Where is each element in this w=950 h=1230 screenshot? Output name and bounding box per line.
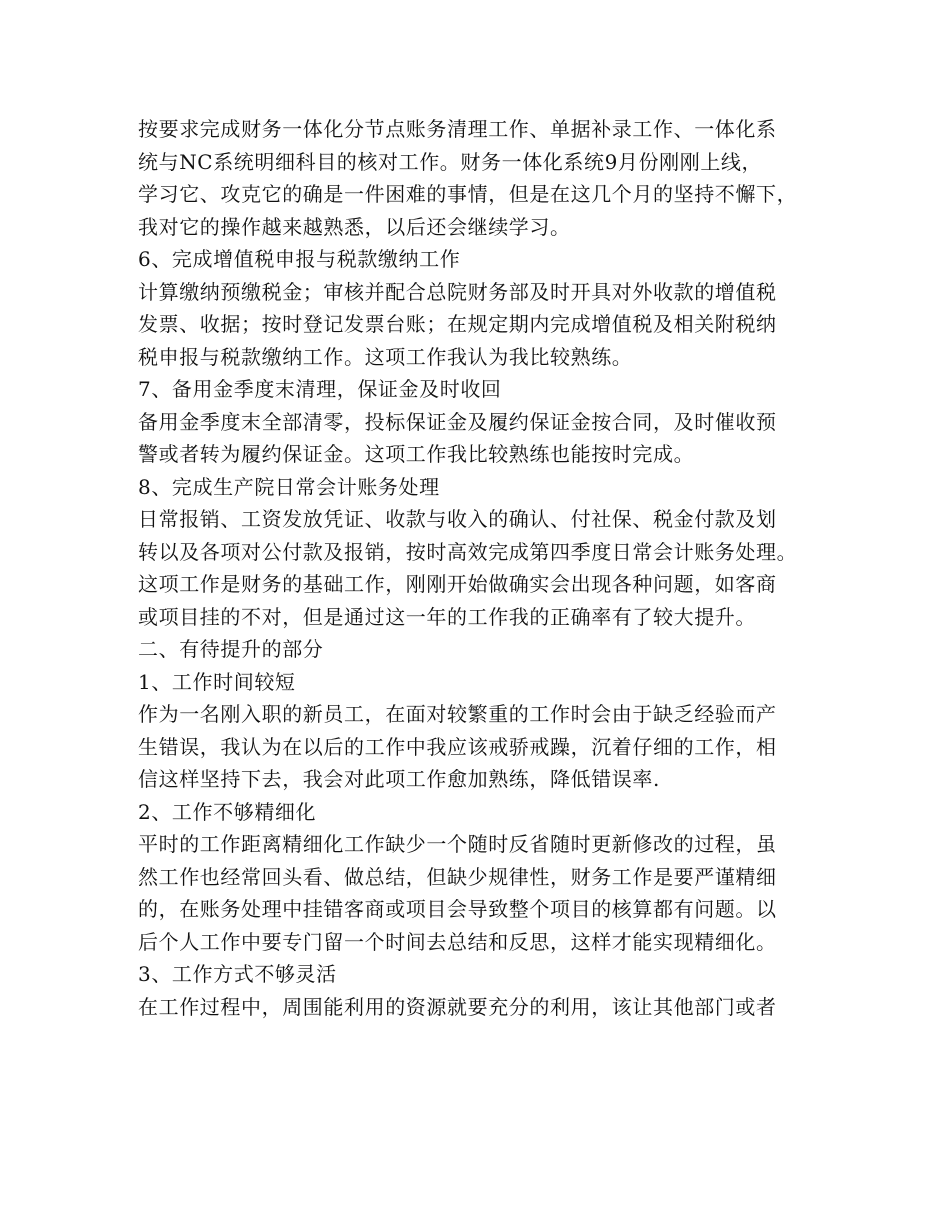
paragraph-line: 计算缴纳预缴税金；审核并配合总院财务部及时开具对外收款的增值税 <box>138 279 777 304</box>
paragraph-line: 我对它的操作越来越熟悉，以后还会继续学习。 <box>138 214 571 239</box>
paragraph-line: 转以及各项对公付款及报销，按时高效完成第四季度日常会计账务处理。 <box>138 539 798 564</box>
paragraph-line: 信这样坚持下去，我会对此项工作愈加熟练，降低错误率. <box>138 767 660 791</box>
paragraph-line: 统与NC系统明细科目的核对工作。财务一体化系统9月份刚刚上线， <box>138 149 763 174</box>
section-heading: 8、完成生产院日常会计账务处理 <box>138 474 440 499</box>
paragraph-line: 备用金季度末全部清零，投标保证金及履约保证金按合同，及时催收预 <box>138 409 777 434</box>
paragraph-line: 然工作也经常回头看、做总结，但缺少规律性，财务工作是要严谨精细 <box>138 864 777 889</box>
paragraph-line: 或项目挂的不对，但是通过这一年的工作我的正确率有了较大提升。 <box>138 604 756 629</box>
paragraph-line: 按要求完成财务一体化分节点账务清理工作、单据补录工作、一体化系 <box>138 117 777 141</box>
paragraph-line: 平时的工作距离精细化工作缺少一个随时反省随时更新修改的过程，虽 <box>138 832 777 856</box>
section-heading: 6、完成增值税申报与税款缴纳工作 <box>138 247 461 271</box>
paragraph-line: 这项工作是财务的基础工作，刚刚开始做确实会出现各种问题，如客商 <box>138 572 777 596</box>
paragraph-line: 日常报销、工资发放凭证、收款与收入的确认、付社保、税金付款及划 <box>138 507 777 531</box>
paragraph-line: 作为一名刚入职的新员工，在面对较繁重的工作时会由于缺乏经验而产 <box>138 702 777 726</box>
section-heading: 1、工作时间较短 <box>138 669 296 694</box>
document-body <box>138 113 828 1023</box>
paragraph-line: 警或者转为履约保证金。这项工作我比较熟练也能按时完成。 <box>138 442 695 466</box>
paragraph-line: 后个人工作中要专门留一个时间去总结和反思，这样才能实现精细化。 <box>138 929 777 954</box>
section-heading: 3、工作方式不够灵活 <box>138 962 337 986</box>
paragraph-line: 生错误，我认为在以后的工作中我应该戒骄戒躁，沉着仔细的工作，相 <box>138 734 777 759</box>
paragraph-line: 在工作过程中，周围能利用的资源就要充分的利用，该让其他部门或者 <box>138 994 777 1019</box>
paragraph-line: 学习它、攻克它的确是一件困难的事情，但是在这几个月的坚持不懈下， <box>138 182 798 206</box>
paragraph-line: 的，在账务处理中挂错客商或项目会导致整个项目的核算都有问题。以 <box>138 897 777 921</box>
section-heading: 二、有待提升的部分 <box>138 637 324 661</box>
paragraph-line: 税申报与税款缴纳工作。这项工作我认为我比较熟练。 <box>138 344 633 369</box>
section-heading: 2、工作不够精细化 <box>138 799 317 824</box>
section-heading: 7、备用金季度末清理，保证金及时收回 <box>138 377 502 401</box>
paragraph-line: 发票、收据；按时登记发票台账；在规定期内完成增值税及相关附税纳 <box>138 312 777 336</box>
